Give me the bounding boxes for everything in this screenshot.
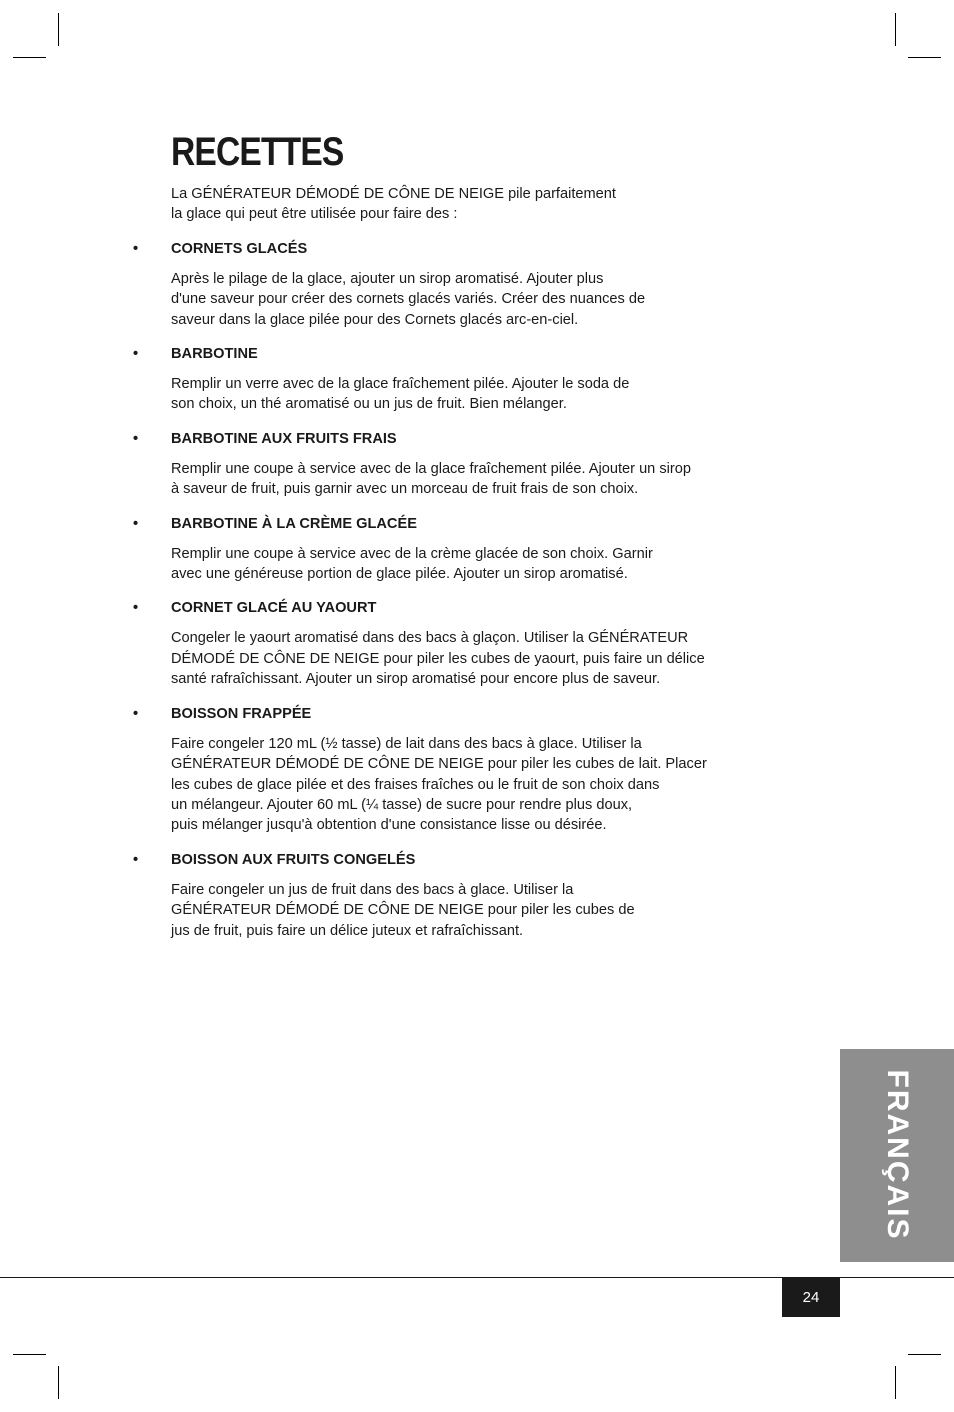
bullet-icon: • — [133, 705, 139, 722]
recipe-heading-text: BOISSON FRAPPÉE — [171, 705, 312, 722]
recipe-description: Après le pilage de la glace, ajouter un sirop aromatisé. Ajouter plus d'une saveur pour créer des cornets glacés variés. Créer des nuances de saveur dans la glace pilée pour des Cornets glacés arc-en-ciel. — [171, 270, 646, 328]
recipe-item — [133, 429, 746, 500]
recipes-content — [133, 184, 746, 955]
recipe-heading — [133, 850, 746, 870]
page-title: RECETTES — [171, 130, 344, 174]
recipe-heading — [133, 429, 746, 449]
recipe-item — [133, 704, 746, 836]
language-tab-label: FRANÇAIS — [881, 1069, 914, 1241]
crop-mark — [58, 13, 59, 46]
recipe-heading-text: CORNET GLACÉ AU YAOURT — [171, 600, 377, 617]
crop-mark — [908, 1354, 941, 1355]
bullet-icon: • — [133, 515, 139, 532]
recipe-item — [133, 514, 746, 585]
bullet-icon: • — [133, 430, 139, 447]
crop-mark — [58, 1366, 59, 1399]
bullet-icon: • — [133, 346, 139, 363]
crop-mark — [908, 57, 941, 58]
recipe-description: Remplir une coupe à service avec de la crème glacée de son choix. Garnir avec une généreuse portion de glace pilée. Ajouter un sirop aromatisé. — [171, 545, 653, 583]
intro-paragraph: La GÉNÉRATEUR DÉMODÉ DE CÔNE DE NEIGE pile parfaitement la glace qui peut être utilisée pour faire des : — [171, 186, 616, 223]
page-number: 24 — [782, 1278, 840, 1317]
recipe-list — [133, 239, 746, 941]
bullet-icon: • — [133, 851, 139, 868]
crop-mark — [13, 57, 46, 58]
crop-mark — [895, 1366, 896, 1399]
recipe-heading-text: BARBOTINE À LA CRÈME GLACÉE — [171, 515, 417, 532]
recipe-heading — [133, 344, 746, 364]
bullet-icon: • — [133, 600, 139, 617]
recipe-heading-text: BARBOTINE — [171, 346, 258, 363]
recipe-heading — [133, 704, 746, 724]
recipe-item — [133, 239, 746, 330]
recipe-item — [133, 598, 746, 689]
recipe-description: Remplir une coupe à service avec de la glace fraîchement pilée. Ajouter un sirop à saveur de fruit, puis garnir avec un morceau de fruit frais de son choix. — [171, 460, 691, 498]
recipe-description: Faire congeler 120 mL (½ tasse) de lait dans des bacs à glace. Utiliser la GÉNÉRATEUR DÉMODÉ DE CÔNE DE NEIGE pour piler les cubes de lait. Placer les cubes de glace pilée et des fraises fraîches ou le fruit de son choix dans un mélangeur. Ajouter 60 mL (¼ tasse) de sucre pour rendre plus doux, puis mélanger jusqu'à obtention d'une consistance lisse ou désirée. — [171, 735, 707, 834]
crop-mark — [13, 1354, 46, 1355]
recipe-item — [133, 344, 746, 415]
recipe-description: Faire congeler un jus de fruit dans des bacs à glace. Utiliser la GÉNÉRATEUR DÉMODÉ DE CÔNE DE NEIGE pour piler les cubes de jus de fruit, puis faire un délice juteux et rafraîchissant. — [171, 881, 635, 939]
recipe-description: Congeler le yaourt aromatisé dans des bacs à glaçon. Utiliser la GÉNÉRATEUR DÉMODÉ DE CÔNE DE NEIGE pour piler les cubes de yaourt, puis faire un délice santé rafraîchissant. Ajouter un sirop aromatisé pour encore plus de saveur. — [171, 630, 705, 688]
recipe-description: Remplir un verre avec de la glace fraîchement pilée. Ajouter le soda de son choix, un thé aromatisé ou un jus de fruit. Bien mélanger. — [171, 376, 630, 413]
recipe-heading-text: BARBOTINE AUX FRUITS FRAIS — [171, 430, 397, 447]
recipe-heading — [133, 514, 746, 534]
recipe-heading — [133, 598, 746, 618]
recipe-heading-text: BOISSON AUX FRUITS CONGELÉS — [171, 851, 416, 868]
recipe-item — [133, 850, 746, 941]
recipe-heading-text: CORNETS GLACÉS — [171, 240, 308, 257]
crop-mark — [895, 13, 896, 46]
recipe-heading — [133, 239, 746, 259]
bullet-icon: • — [133, 240, 139, 257]
language-tab — [840, 1049, 954, 1262]
